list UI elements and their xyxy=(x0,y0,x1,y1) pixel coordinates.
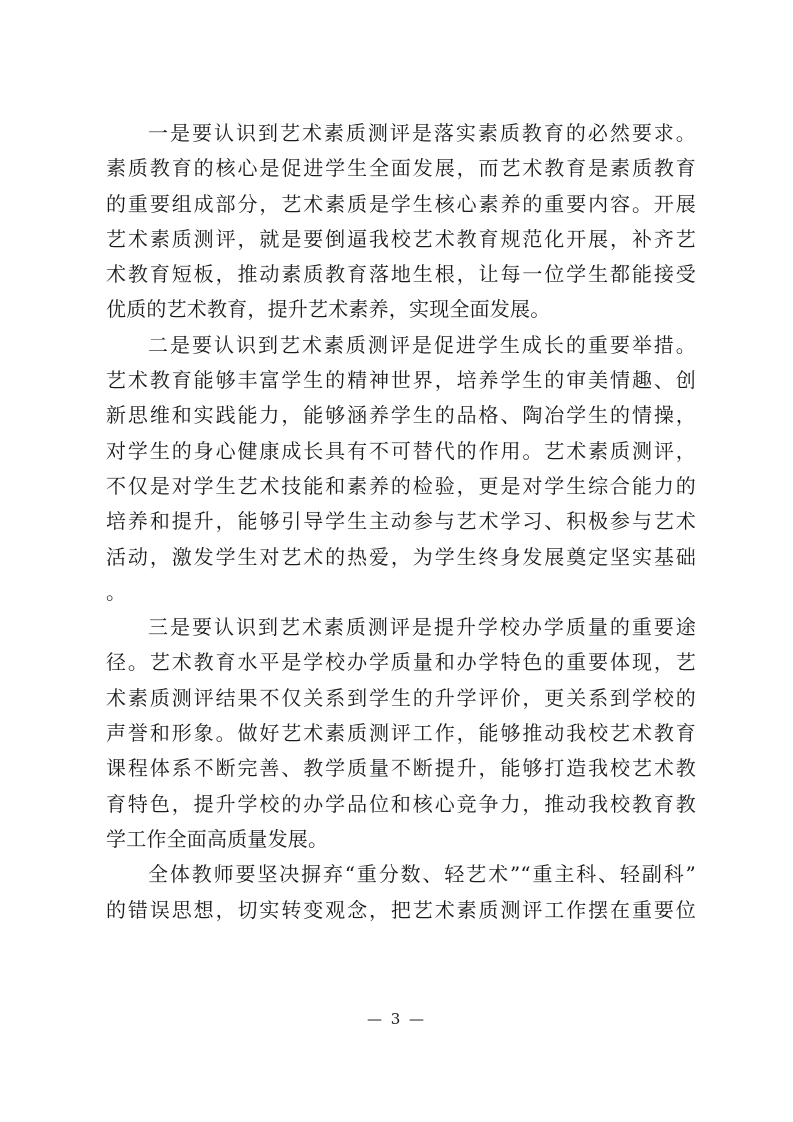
paragraph-2-line-8: 。 xyxy=(106,579,127,604)
paragraph-3-line-7: 学工作全面高质量发展。 xyxy=(106,826,329,851)
paragraph-4-line-2: 的错误思想，切实转变观念，把艺术素质测评工作摆在重要位 xyxy=(106,897,696,922)
paragraph-3-line-2: 径。艺术教育水平是学校办学质量和办学特色的重要体现，艺 xyxy=(106,650,696,675)
paragraph-4-line-1: 全体教师要坚决摒弃“重分数、轻艺术”“重主科、轻副科” xyxy=(148,862,696,887)
paragraph-2-line-5: 不仅是对学生艺术技能和素养的检验，更是对学生综合能力的 xyxy=(106,473,696,498)
paragraph-2-line-3: 新思维和实践能力，能够涵养学生的品格、陶冶学生的情操， xyxy=(106,403,696,428)
paragraph-3-line-3: 术素质测评结果不仅关系到学生的升学评价，更关系到学校的 xyxy=(106,685,696,710)
paragraph-2-line-1: 二是要认识到艺术素质测评是促进学生成长的重要举措。 xyxy=(148,332,696,357)
paragraph-1-line-3: 的重要组成部分，艺术素质是学生核心素养的重要内容。开展 xyxy=(106,191,696,216)
paragraph-3-line-4: 声誉和形象。做好艺术素质测评工作，能够推动我校艺术教育 xyxy=(106,721,696,746)
paragraph-3-line-1: 三是要认识到艺术素质测评是提升学校办学质量的重要途 xyxy=(148,615,696,640)
paragraph-1-line-2: 素质教育的核心是促进学生全面发展，而艺术教育是素质教育 xyxy=(106,156,696,181)
paragraph-2-line-6: 培养和提升，能够引导学生主动参与艺术学习、积极参与艺术 xyxy=(106,509,696,534)
paragraph-3-line-5: 课程体系不断完善、教学质量不断提升，能够打造我校艺术教 xyxy=(106,756,696,781)
paragraph-1-line-4: 艺术素质测评，就是要倒逼我校艺术教育规范化开展，补齐艺 xyxy=(106,226,696,251)
body-text xyxy=(106,116,696,928)
paragraph-2-line-4: 对学生的身心健康成长具有不可替代的作用。艺术素质测评， xyxy=(106,438,696,463)
paragraph-1-line-1: 一是要认识到艺术素质测评是落实素质教育的必然要求。 xyxy=(148,121,696,145)
paragraph-3-line-6: 育特色，提升学校的办学品位和核心竞争力，推动我校教育教 xyxy=(106,791,696,816)
paragraph-1-line-5: 术教育短板，推动素质教育落地生根，让每一位学生都能接受 xyxy=(106,262,696,287)
paragraph-2-line-7: 活动，激发学生对艺术的热爱，为学生终身发展奠定坚实基础 xyxy=(106,544,696,569)
page-number: — 3 — xyxy=(366,1010,427,1028)
paragraph-1-line-6: 优质的艺术教育，提升艺术素养，实现全面发展。 xyxy=(106,297,551,322)
paragraph-2-line-2: 艺术教育能够丰富学生的精神世界，培养学生的审美情趣、创 xyxy=(106,368,696,393)
